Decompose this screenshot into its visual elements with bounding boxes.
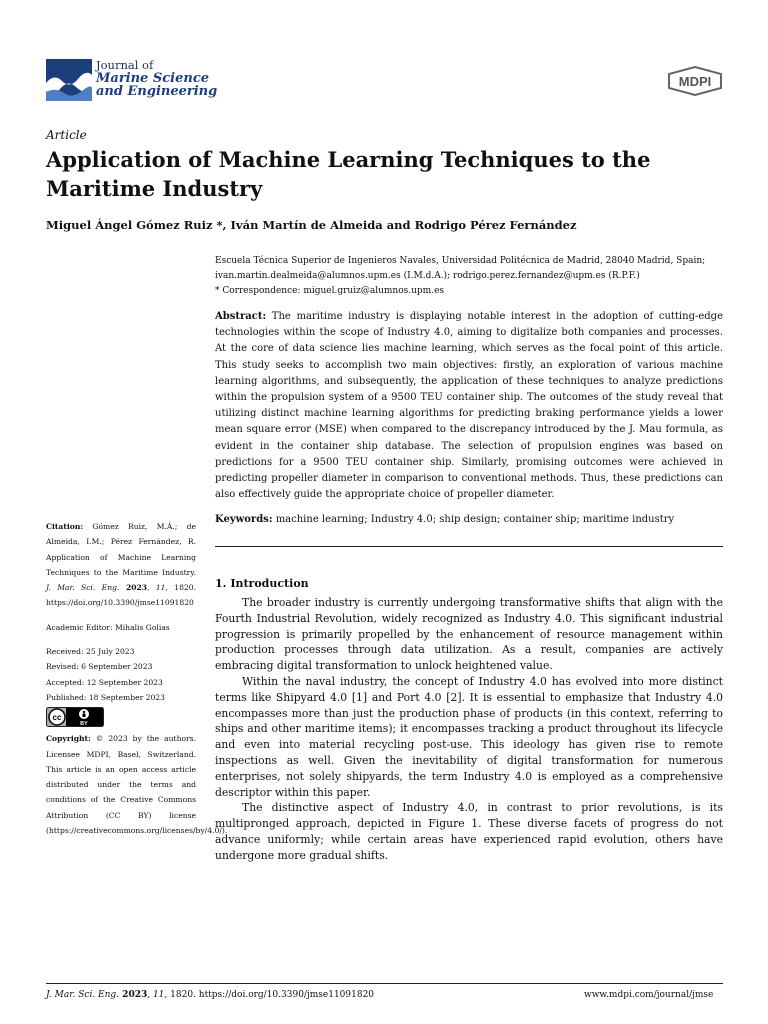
keywords (215, 514, 723, 525)
journal-name-line1: Marine Science (96, 71, 210, 86)
mdpi-logo-text: MDPI (678, 74, 712, 89)
cc-badge-text: BY (80, 721, 88, 728)
paragraph: The broader industry is currently undergoing transformative shifts that align with the Fourth Industrial Revolution, widely recognized as Industry 4.0. This significant industrial progression is primarily propelled by the enhancement of resource management within production processes through data utilization. As a result, companies are actively embracing digital transformation to unlock heightened value. (215, 596, 723, 673)
author-list: Miguel Ángel Gómez Ruiz *, Iván Martín de Almeida and Rodrigo Pérez Fernández (46, 218, 577, 232)
svg-text:cc: cc (52, 713, 62, 723)
received-date: Received: 25 July 2023 (46, 647, 135, 657)
citation (46, 519, 196, 611)
citation-year: 2023 (119, 583, 148, 593)
affiliation-emails: ivan.martin.dealmeida@alumnos.upm.es (I.M.d.A.); rodrigo.perez.fernandez@upm.es (R.P.F.) (215, 271, 640, 281)
footer-doi[interactable]: 1820. https://doi.org/10.3390/jmse11091820 (167, 990, 375, 1000)
abstract-label: Abstract: (215, 311, 267, 322)
accepted-date: Accepted: 12 September 2023 (46, 677, 163, 687)
affiliation-block (215, 254, 725, 299)
cc-by-license-icon[interactable] (46, 707, 104, 727)
journal-wave-logo (46, 59, 92, 101)
paragraph: The distinctive aspect of Industry 4.0, in contrast to prior revolutions, is its multipronged approach, depicted in Figure 1. These diverse facets of progress do not advance uniformly; while certain areas have experienced rapid evolution, others have undergone more gradual shifts. (215, 801, 723, 862)
title-line1: Application of Machine Learning Techniques to the (46, 147, 651, 172)
article-info-sidebar (46, 519, 228, 838)
revised-date: Revised: 6 September 2023 (46, 662, 153, 672)
article-type: Article (46, 128, 87, 142)
footer-year: 2023 (119, 990, 148, 1000)
published-date: Published: 18 September 2023 (46, 692, 165, 702)
abstract-text: The maritime industry is displaying notable interest in the adoption of cutting-edge technologies within the scope of Industry 4.0, aiming to digitalize both companies and processes. At the core of data science lies machine learning, which serves as the focal point of this article. This study seeks to accomplish two main objectives: firstly, an exploration of various machine learning algorithms, and subsequently, the application of these techniques to analyze predictions within the propulsion system of a 9500 TEU container ship. The outcomes of the study reveal that utilizing distinct machine learning algorithms for predicting braking performance yields a lower mean square error (MSE) when compared to the discrepancy introduced by the J. Mau formula, as evident in the container ship database. The selection of propulsion engines was based on predictions for a 9500 TEU container ship. Similarly, promising outcomes were achieved in predicting propeller diameter in comparison to conventional methods. Thus, these predictions can also effectively guide the appropriate choice of propeller diameter. (215, 311, 723, 501)
paragraph: Within the naval industry, the concept of Industry 4.0 has evolved into more distinct terms like Shipyard 4.0 [1] and Port 4.0 [2]. It is essential to emphasize that Industry 4.0 encompasses more than just the production phase of products (in this context, referring to ships and other maritime items); it encompasses tracking a product throughout its lifecycle and even into material recycling post-use. This ideology has given rise to remote inspections as well. Given the inevitability of digital transformation for numerous enterprises, not solely shipyards, the term Industry 4.0 is employed as a comprehensive descriptor within this paper. (215, 674, 723, 799)
correspondence: * Correspondence: miguel.gruiz@alumnos.upm.es (215, 286, 445, 296)
citation-journal: J. Mar. Sci. Eng. (46, 583, 120, 593)
footer-divider (46, 983, 723, 984)
copyright-label: Copyright: (46, 734, 91, 744)
copyright-text: © 2023 by the authors. Licensee MDPI, Basel, Switzerland. This article is an open access article distributed under the terms and conditions of the Creative Commons Attribution (CC BY) license (https://creativecommons.org/licenses/by/4.0/). (46, 734, 228, 836)
footer-journal: J. Mar. Sci. Eng. (46, 990, 120, 1000)
footer-volume: , 11, (147, 990, 168, 1000)
paper-title (46, 145, 686, 203)
copyright-notice (46, 731, 228, 838)
citation-label: Citation: (46, 522, 84, 531)
academic-editor: Academic Editor: Mihalis Golias (46, 622, 170, 632)
citation-doi[interactable]: 1820. https://doi.org/10.3390/jmse11091820 (46, 583, 196, 608)
section-heading: 1. Introduction (215, 577, 309, 590)
section-divider (215, 546, 723, 547)
journal-name-line2: and Engineering (96, 84, 218, 99)
journal-prefix: Journal of (96, 58, 154, 72)
citation-volume: , 11, (147, 583, 168, 593)
affiliation-line: Escuela Técnica Superior de Ingenieros Navales, Universidad Politécnica de Madrid, 28040 Madrid, Spain; (215, 256, 706, 266)
keywords-text: machine learning; Industry 4.0; ship design; container ship; maritime industry (272, 514, 675, 525)
section-body (215, 595, 723, 864)
citation-text: Gómez Ruiz, M.Á.; de Almeida, I.M.; Pérez Fernández, R. Application of Machine Learning Techniques to the Maritime Industry. (46, 522, 196, 577)
footer-journal-url[interactable]: www.mdpi.com/journal/jmse (584, 990, 714, 1000)
abstract (215, 309, 723, 503)
keywords-label: Keywords: (215, 514, 273, 525)
footer-citation (46, 990, 374, 1000)
mdpi-logo (666, 66, 724, 96)
journal-title (96, 59, 217, 98)
title-line2: Maritime Industry (46, 176, 263, 201)
